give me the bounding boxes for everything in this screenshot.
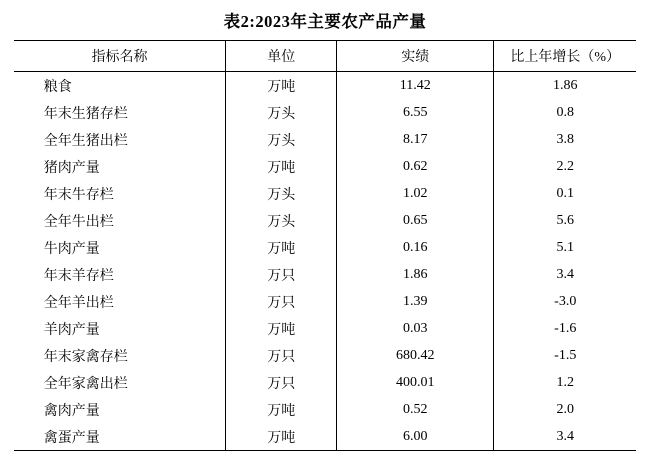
cell-indicator-name: 猪肉产量 [14,153,226,180]
cell-growth: 0.8 [556,104,574,120]
cell-actual: 1.86 [337,261,494,288]
cell-growth: 2.2 [556,158,574,174]
table-row [14,315,637,342]
cell-growth: -3.0 [554,293,577,309]
cell-growth: 5.1 [556,239,574,255]
table-row [14,99,637,126]
cell-indicator-name: 年末生猪存栏 [14,99,226,126]
table-row [14,153,637,180]
cell-indicator-name: 年末家禽存栏 [14,342,226,369]
cell-growth: -1.5 [554,347,577,363]
cell-indicator-name: 全年家禽出栏 [14,369,226,396]
cell-growth: 3.4 [556,266,574,282]
table-row [14,396,637,423]
cell-actual: 6.55 [337,99,494,126]
cell-unit: 万头 [226,126,337,153]
cell-indicator-name: 年末羊存栏 [14,261,226,288]
cell-unit: 万吨 [226,315,337,342]
cell-growth: 5.6 [556,212,574,228]
cell-growth: 3.4 [494,423,637,451]
cell-growth: 3.8 [556,131,574,147]
cell-unit: 万只 [226,288,337,315]
cell-indicator-name: 全年羊出栏 [14,288,226,315]
cell-actual: 0.52 [337,396,494,423]
table-body [14,72,637,451]
cell-unit: 万头 [226,180,337,207]
table-row [14,180,637,207]
column-header-growth: 比上年增长（%） [494,41,637,72]
table-row [14,288,637,315]
table-row [14,234,637,261]
table-row [14,423,637,451]
column-header-indicator-name: 指标名称 [14,41,226,72]
cell-indicator-name: 粮食 [14,72,226,100]
cell-actual: 0.16 [337,234,494,261]
cell-indicator-name: 禽肉产量 [14,396,226,423]
table-row [14,342,637,369]
cell-unit: 万只 [226,369,337,396]
cell-unit: 万头 [226,207,337,234]
cell-unit: 万只 [226,261,337,288]
column-header-actual: 实绩 [337,41,494,72]
cell-actual: 0.65 [337,207,494,234]
cell-growth: 0.1 [556,185,574,201]
cell-actual: 0.03 [337,315,494,342]
cell-actual: 8.17 [337,126,494,153]
cell-unit: 万吨 [226,234,337,261]
cell-indicator-name: 全年生猪出栏 [14,126,226,153]
cell-unit: 万只 [226,342,337,369]
cell-actual: 680.42 [337,342,494,369]
table-header [14,41,637,72]
cell-actual: 6.00 [337,423,494,451]
cell-actual: 11.42 [337,72,494,100]
cell-indicator-name: 禽蛋产量 [14,423,226,451]
table-header-row [14,41,637,72]
table-row [14,72,637,100]
table-row [14,207,637,234]
cell-actual: 1.02 [337,180,494,207]
cell-indicator-name: 年末牛存栏 [14,180,226,207]
agricultural-output-table [14,40,637,451]
cell-indicator-name: 羊肉产量 [14,315,226,342]
cell-unit: 万吨 [226,423,337,451]
table-row [14,126,637,153]
cell-actual: 1.39 [337,288,494,315]
cell-unit: 万吨 [226,72,337,100]
cell-indicator-name: 牛肉产量 [14,234,226,261]
cell-unit: 万头 [226,99,337,126]
table-row [14,261,637,288]
cell-actual: 400.01 [337,369,494,396]
cell-growth: 2.0 [556,401,574,417]
cell-indicator-name: 全年牛出栏 [14,207,226,234]
cell-unit: 万吨 [226,396,337,423]
cell-unit: 万吨 [226,153,337,180]
cell-growth: 1.86 [553,77,578,93]
column-header-unit: 单位 [226,41,337,72]
page-title: 表2:2023年主要农产品产量 [223,12,427,31]
table-row [14,369,637,396]
cell-actual: 0.62 [337,153,494,180]
cell-growth: -1.6 [554,320,577,336]
cell-growth: 1.2 [556,374,574,390]
